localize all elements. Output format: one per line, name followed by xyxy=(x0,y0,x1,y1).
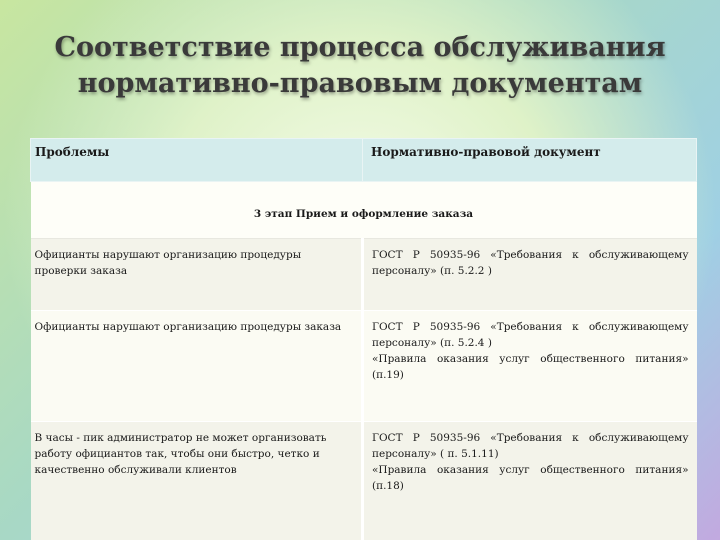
document-line: ГОСТ Р 50935-96 «Требования к обслуживающему персоналу» (п. 5.2.4 ) xyxy=(372,321,689,349)
table-row xyxy=(31,311,697,422)
header-document: Нормативно-правовой документ xyxy=(363,139,697,182)
problem-cell: Официанты нарушают организацию процедуры заказа xyxy=(31,311,363,422)
problem-cell: Официанты нарушают организацию процедуры проверки заказа xyxy=(31,239,363,311)
document-line: «Правила оказания услуг общественного питания» (п.19) xyxy=(372,353,689,381)
document-line: ГОСТ Р 50935-96 «Требования к обслуживающему персоналу» (п. 5.2.2 ) xyxy=(372,249,689,277)
document-cell xyxy=(363,239,697,311)
stage-label: 3 этап Прием и оформление заказа xyxy=(31,182,697,239)
table-row xyxy=(31,422,697,540)
document-line: ГОСТ Р 50935-96 «Требования к обслуживающему персоналу» ( п. 5.1.11) xyxy=(372,432,689,460)
slide-title-line-2: нормативно-правовым документам xyxy=(77,68,643,99)
stage-row xyxy=(31,182,697,239)
document-cell xyxy=(363,422,697,540)
compliance-table xyxy=(30,138,697,540)
slide-title-line-1: Соответствие процесса обслуживания xyxy=(54,32,666,63)
table-row xyxy=(31,239,697,311)
slide-title xyxy=(0,30,720,102)
document-line: «Правила оказания услуг общественного питания» (п.18) xyxy=(372,464,689,492)
problem-cell: В часы - пик администратор не может организовать работу официантов так, чтобы они быстро, четко и качественно обслуживали клиентов xyxy=(31,422,363,540)
document-cell xyxy=(363,311,697,422)
header-problems: Проблемы xyxy=(31,139,363,182)
table-header-row xyxy=(31,139,697,182)
